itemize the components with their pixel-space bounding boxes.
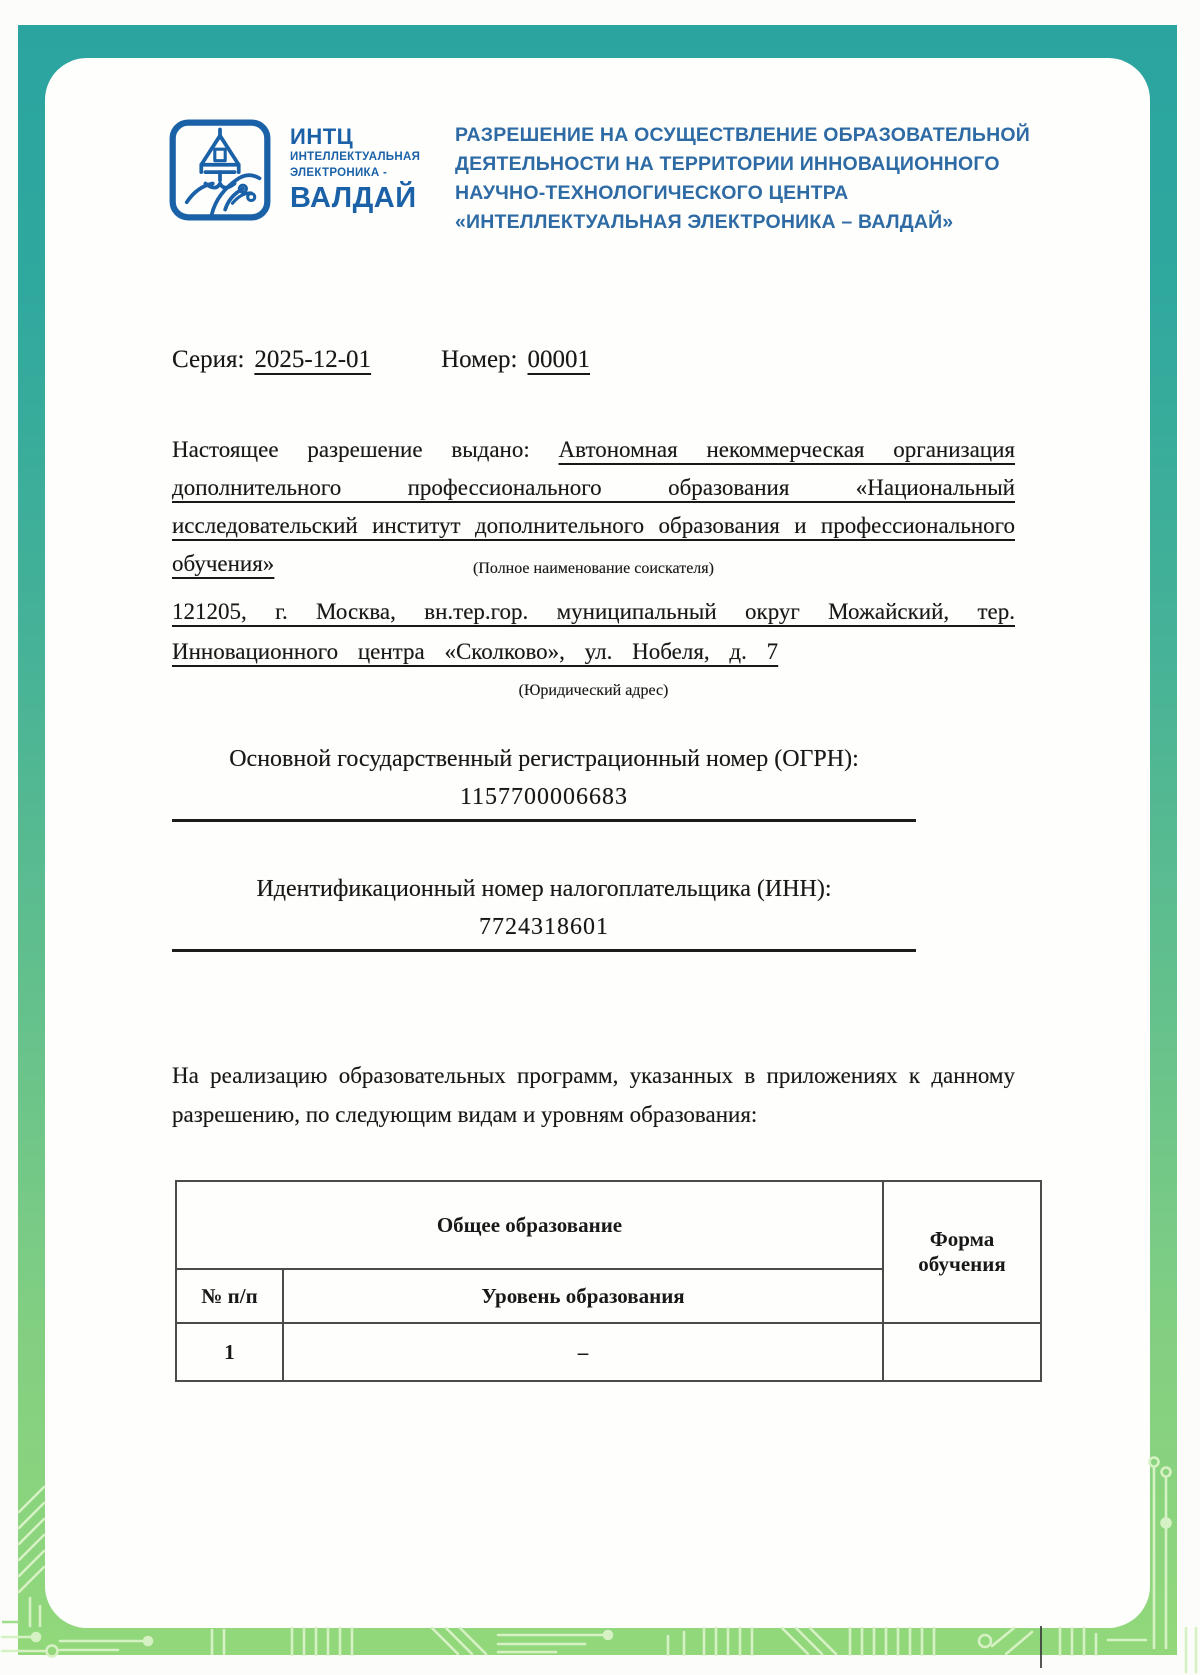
logo-abbr: ИНТЦ — [290, 124, 354, 149]
inn-value: 7724318601 — [479, 914, 609, 940]
document-page-area — [45, 58, 1150, 1628]
row-num-cell: 1 — [176, 1323, 283, 1381]
series-value: 2025-12-01 — [254, 346, 372, 373]
programs-paragraph: На реализацию образовательных программ, указанных в приложениях к данному разрешению, по следующим видам и уровням образования: — [172, 1063, 1015, 1127]
row-level-cell: – — [283, 1323, 883, 1381]
number-value: 00001 — [527, 346, 591, 373]
table-col-level-header: Уровень образования — [283, 1269, 883, 1323]
logo-subtitle-line1: ИНТЕЛЛЕКТУАЛЬНАЯ — [290, 151, 421, 163]
title-line: «ИНТЕЛЛЕКТУАЛЬНАЯ ЭЛЕКТРОНИКА – ВАЛДАЙ» — [455, 211, 954, 233]
table-col-num-header: № п/п — [176, 1269, 283, 1323]
table-form-header — [883, 1181, 1041, 1323]
inn-block — [172, 872, 916, 952]
ogrn-label: Основной государственный регистрационный номер (ОГРН): — [229, 746, 859, 772]
inn-label: Идентификационный номер налогоплательщика (ИНН): — [256, 876, 832, 902]
table-group-header: Общее образование — [176, 1181, 883, 1269]
form-header-label: Форма обучения — [918, 1227, 1006, 1276]
logo-wordmark — [290, 126, 420, 213]
series-label: Серия: — [172, 346, 245, 373]
row-form-cell — [883, 1323, 1041, 1381]
title-line: ДЕЯТЕЛЬНОСТИ НА ТЕРРИТОРИИ ИННОВАЦИОННОГО — [455, 153, 1000, 175]
legal-address-caption: (Юридический адрес) — [518, 682, 669, 699]
title-line: НАУЧНО-ТЕХНОЛОГИЧЕСКОГО ЦЕНТРА — [455, 182, 849, 204]
organization-name: Автономная некоммерческая организация дополнительного профессионального образования «Национальный исследовательский институт дополнительного образования и профессионального обучения» — [172, 437, 1016, 576]
serial-row — [172, 346, 590, 374]
document-border-frame — [18, 25, 1177, 1655]
table-row — [176, 1323, 1041, 1381]
issued-prefix: Настоящее разрешение выдано: — [172, 437, 530, 462]
organization-name-caption: (Полное наименование соискателя) — [473, 560, 714, 577]
document-title — [455, 121, 1030, 237]
title-line: РАЗРЕШЕНИЕ НА ОСУЩЕСТВЛЕНИЕ ОБРАЗОВАТЕЛЬНОЙ — [455, 124, 1031, 146]
legal-address: 121205, г. Москва, вн.тер.гор. муниципальный округ Можайский, тер. Инновационного центра «Сколково», ул. Нобеля, д. 7 — [172, 599, 1015, 664]
number-label: Номер: — [441, 346, 518, 373]
logo-name: ВАЛДАЙ — [290, 182, 417, 214]
logo-subtitle-line2: ЭЛЕКТРОНИКА - — [290, 166, 388, 179]
valdai-warrior-emblem-icon — [168, 118, 272, 222]
ogrn-block — [172, 742, 916, 822]
number-group — [441, 346, 590, 374]
education-levels-table — [175, 1180, 1042, 1382]
ogrn-value: 1157700006683 — [459, 784, 629, 810]
scan-artifact-mark — [1040, 1626, 1042, 1668]
